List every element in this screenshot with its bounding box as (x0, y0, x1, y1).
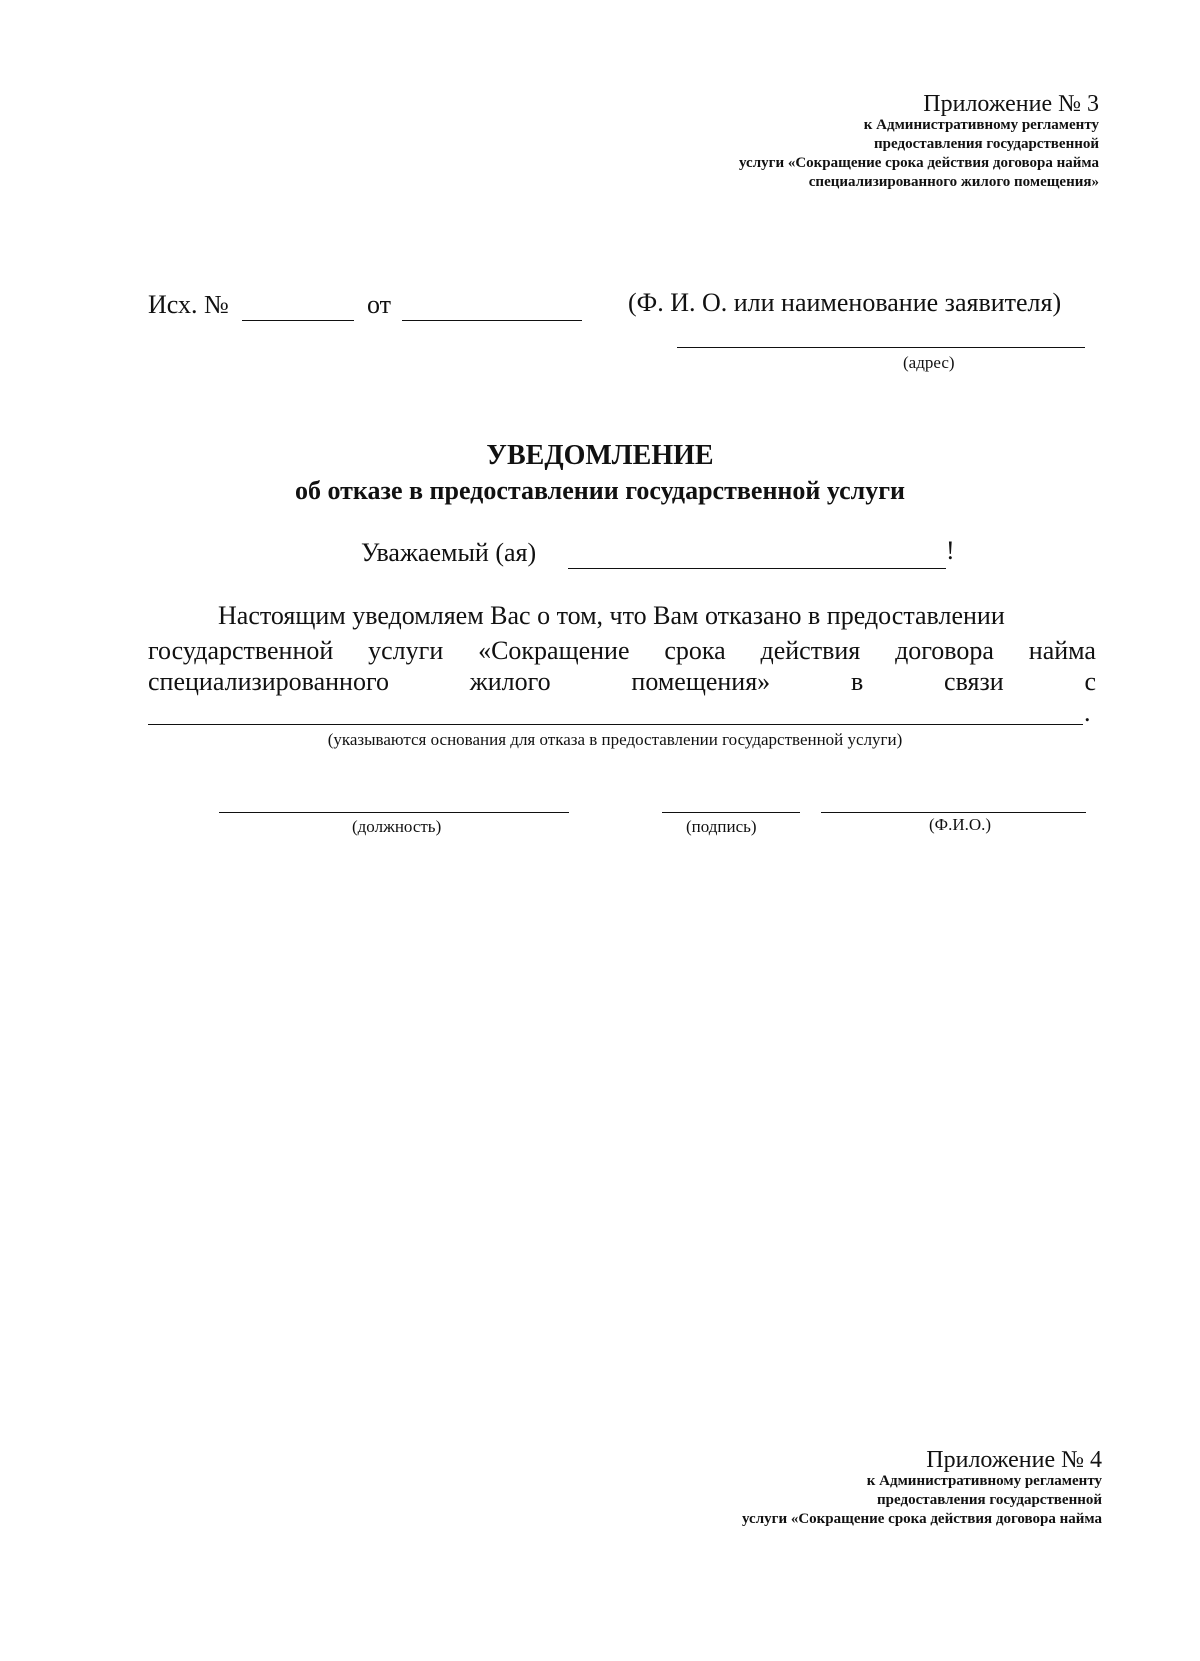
name-caption: (Ф.И.О.) (929, 815, 992, 834)
body-word: жилого (469, 667, 551, 696)
body-word: помещения» (631, 667, 771, 696)
reason-blank[interactable] (148, 724, 1083, 725)
position-blank[interactable] (219, 812, 569, 813)
appendix-3-line: специализированного жилого помещения» (808, 174, 1099, 190)
body-line-1: Настоящим уведомляем Вас о том, что Вам отказано в предоставлении (218, 601, 1005, 630)
reason-caption: (указываются основания для отказа в предоставлении государственной услуги) (327, 730, 903, 749)
position-caption: (должность) (352, 817, 442, 836)
appendix-4-line: услуги «Сокращение срока действия договора найма (742, 1511, 1102, 1527)
body-line-3 (148, 667, 1096, 697)
name-blank[interactable] (821, 812, 1086, 813)
body-word: «Сокращение (478, 636, 630, 665)
appendix-3-block (579, 90, 1099, 192)
outgoing-number-blank[interactable] (242, 320, 354, 321)
date-from-label: от (367, 290, 392, 319)
date-blank[interactable] (402, 320, 582, 321)
body-word: в (850, 667, 864, 696)
body-word: связи (944, 667, 1004, 696)
outgoing-number-label: Исх. № (148, 290, 229, 319)
notice-title: УВЕДОМЛЕНИЕ (486, 440, 714, 471)
appendix-3-line: к Административному регламенту (863, 117, 1099, 133)
body-word: договора (895, 636, 994, 665)
body-line-2 (148, 636, 1096, 666)
appendix-3-line: предоставления государственной (874, 136, 1099, 152)
body-word: найма (1028, 636, 1096, 665)
appendix-4-title: Приложение № 4 (926, 1447, 1102, 1473)
greeting-label: Уважаемый (ая) (361, 538, 537, 567)
body-word: государственной (148, 636, 334, 665)
appendix-4-line: к Административному регламенту (866, 1473, 1102, 1489)
notice-subtitle: об отказе в предоставлении государственной услуги (294, 476, 905, 505)
appendix-3-line: услуги «Сокращение срока действия договора найма (739, 155, 1099, 171)
recipient-label: (Ф. И. О. или наименование заявителя) (628, 288, 1062, 317)
addressee-name-blank[interactable] (568, 568, 946, 569)
body-word: услуги (368, 636, 444, 665)
signature-caption: (подпись) (686, 817, 757, 836)
reason-period: . (1084, 698, 1091, 727)
appendix-4-line: предоставления государственной (877, 1492, 1102, 1508)
greeting-exclamation: ! (946, 536, 955, 565)
appendix-3-title: Приложение № 3 (923, 91, 1099, 117)
address-blank[interactable] (677, 347, 1085, 348)
body-word: с (1084, 667, 1096, 696)
body-word: срока (664, 636, 726, 665)
appendix-4-block (582, 1446, 1102, 1529)
body-word: действия (760, 636, 861, 665)
address-caption: (адрес) (903, 353, 955, 372)
body-word: специализированного (148, 667, 389, 696)
signature-blank[interactable] (662, 812, 800, 813)
